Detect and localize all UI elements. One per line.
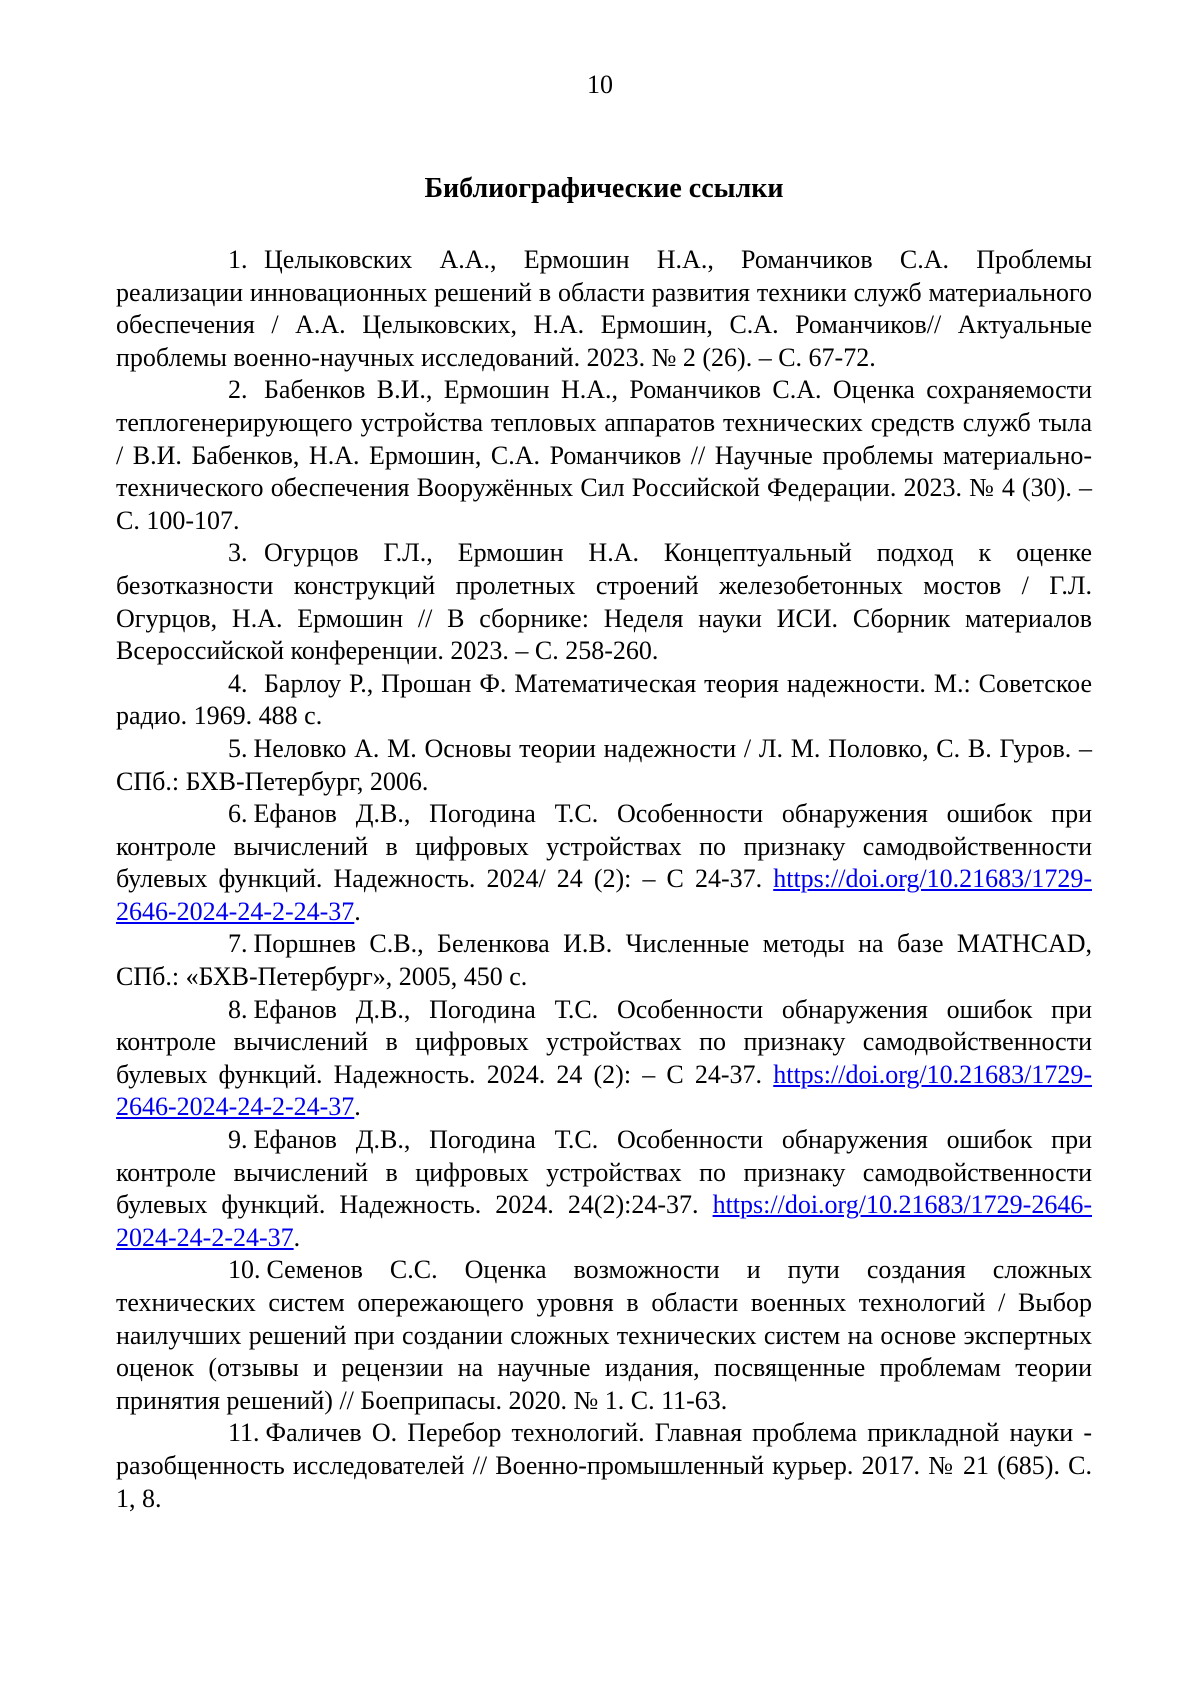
reference-text: Семенов С.С. Оценка возможности и пути создания сложных технических систем опережающего уровня в области военных технологий / Выбор наилучших решений при создании сложных технических систем на основе экспертных оценок (отзывы и рецензии на научные издания, посвященные проблемам теории принятия решений) // Боеприпасы. 2020. № 1. С. 11-63. (116, 1255, 1092, 1415)
reference-list (116, 244, 1092, 1515)
doi-link[interactable]: https://doi.org/10.21683/1729-2646-2024-24-2-24-37 (116, 864, 1092, 926)
reference-end: . (354, 896, 361, 926)
page-number: 10 (587, 70, 613, 99)
reference-item-3 (116, 537, 1092, 667)
reference-number: 4. (228, 668, 248, 698)
reference-item-2 (116, 374, 1092, 537)
reference-text: Ефанов Д.В., Погодина Т.С. Особенности обнаружения ошибок при контроле вычислений в цифровых устройствах по признаку самодвойственности булевых функций. Надежность. 2024. 24 (2): – С 24-37. (116, 994, 1092, 1089)
reference-end: . (293, 1222, 301, 1252)
reference-text: Поршнев С.В., Беленкова И.В. Численные методы на базе MATHCAD, СПб.: «БХВ-Петербург», 2005, 450 с. (116, 929, 1092, 992)
reference-text: Фаличев О. Перебор технологий. Главная проблема прикладной науки - разобщенность исследователей // Военно-промышленный курьер. 2017. № 21 (685). С. 1, 8. (116, 1418, 1092, 1513)
reference-number: 5. (228, 733, 248, 763)
reference-text: Ефанов Д.В., Погодина Т.С. Особенности обнаружения ошибок при контроле вычислений в цифровых устройствах по признаку самодвойственности булевых функций. Надежность. 2024/ 24 (2): – С 24-37. (116, 799, 1092, 894)
reference-number: 8. (228, 994, 248, 1024)
doi-link[interactable]: https://doi.org/10.21683/1729-2646-2024-24-2-24-37 (116, 1190, 1092, 1252)
reference-text: Бабенков В.И., Ермошин Н.А., Романчиков С.А. Оценка сохраняемости теплогенерирующего устройства тепловых аппаратов технических средств служб тыла / В.И. Бабенков, Н.А. Ермошин, С.А. Романчиков // Научные проблемы материально-технического обеспечения Вооружённых Сил Российской Федерации. 2023. № 4 (30). – С. 100-107. (116, 375, 1092, 535)
reference-item-5 (116, 733, 1092, 798)
reference-number: 7. (228, 929, 248, 959)
doi-link[interactable]: https://doi.org/10.21683/1729-2646-2024-24-2-24-37 (116, 1059, 1092, 1122)
reference-text: Неловко А. М. Основы теории надежности / Л. М. Половко, С. В. Гуров. – СПб.: БХВ-Петербург, 2006. (116, 733, 1092, 796)
reference-number: 10. (228, 1255, 261, 1285)
reference-text: Целыковских А.А., Ермошин Н.А., Романчиков С.А. Проблемы реализации инновационных решений в области развития техники служб материального обеспечения / А.А. Целыковских, Н.А. Ермошин, С.А. Романчиков// Актуальные проблемы военно-научных исследований. 2023. № 2 (26). – С. 67-72. (116, 245, 1092, 372)
reference-item-9 (116, 1124, 1092, 1254)
reference-number: 2. (228, 375, 248, 405)
reference-item-11 (116, 1417, 1092, 1515)
reference-number: 11. (228, 1418, 260, 1448)
reference-end: . (354, 1092, 361, 1122)
page-title: Библиографические ссылки (424, 173, 784, 204)
reference-item-10 (116, 1254, 1092, 1417)
reference-item-7 (116, 928, 1092, 993)
reference-number: 1. (228, 245, 248, 274)
reference-item-4 (116, 668, 1092, 733)
reference-text: Огурцов Г.Л., Ермошин Н.А. Концептуальный подход к оценке безотказности конструкций пролетных строений железобетонных мостов / Г.Л. Огурцов, Н.А. Ермошин // В сборнике: Неделя науки ИСИ. Сборник материалов Всероссийской конференции. 2023. – С. 258-260. (116, 538, 1092, 666)
reference-text: Ефанов Д.В., Погодина Т.С. Особенности обнаружения ошибок при контроле вычислений в цифровых устройствах по признаку самодвойственности булевых функций. Надежность. 2024. 24(2):24-37. (116, 1125, 1092, 1220)
reference-item-6 (116, 798, 1092, 928)
reference-number: 9. (228, 1125, 248, 1155)
reference-item-8 (116, 994, 1092, 1124)
reference-text: Барлоу Р., Прошан Ф. Математическая теория надежности. М.: Советское радио. 1969. 488 с. (116, 668, 1092, 731)
reference-item-1 (116, 244, 1092, 374)
reference-number: 6. (228, 799, 248, 829)
reference-number: 3. (228, 538, 248, 568)
